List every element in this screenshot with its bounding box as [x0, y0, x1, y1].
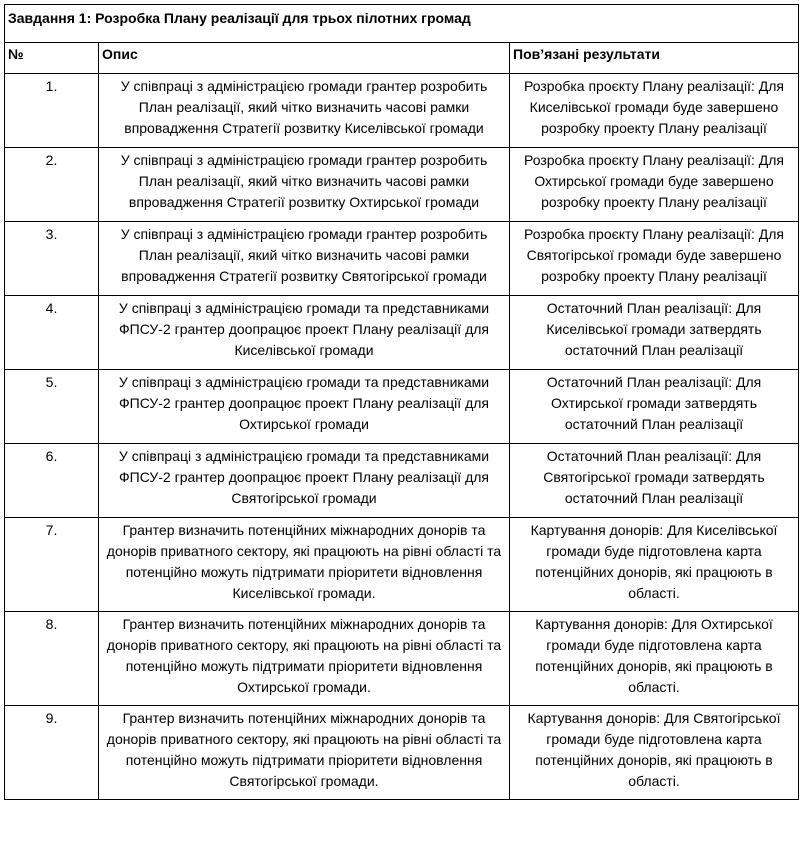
table-row [5, 222, 799, 296]
row-number: 2. [5, 148, 99, 222]
row-number: 8. [5, 612, 99, 706]
row-number: 7. [5, 518, 99, 612]
row-description: У співпраці з адміністрацією громади грантер розробить План реалізації, який чітко визначить часові рамки впровадження Стратегії розвитку Киселівської громади [99, 74, 510, 148]
row-description: У співпраці з адміністрацією громади та представниками ФПСУ-2 грантер доопрацює проект Плану реалізації для Охтирської громади [99, 370, 510, 444]
row-description: Грантер визначить потенційних міжнародних донорів та донорів приватного сектору, які працюють на рівні області та потенційно можуть підтримати пріоритети відновлення Охтирської громади. [99, 612, 510, 706]
table-row [5, 296, 799, 370]
row-results: Розробка проєкту Плану реалізації: Для Киселівської громади буде завершено розробку проекту Плану реалізації [510, 74, 799, 148]
table-row [5, 612, 799, 706]
row-number: 9. [5, 706, 99, 800]
table-row [5, 706, 799, 800]
task-table [4, 4, 799, 800]
header-row [5, 43, 799, 74]
row-results: Картування донорів: Для Киселівської громади буде підготовлена карта потенційних донорів, які працюють в області. [510, 518, 799, 612]
task-title: Завдання 1: Розробка Плану реалізації для трьох пілотних громад [5, 5, 799, 43]
column-header-results: Пов’язані результати [510, 43, 799, 74]
row-results: Картування донорів: Для Охтирської громади буде підготовлена карта потенційних донорів, які працюють в області. [510, 612, 799, 706]
row-description: У співпраці з адміністрацією громади грантер розробить План реалізації, який чітко визначить часові рамки впровадження Стратегії розвитку Охтирської громади [99, 148, 510, 222]
table-row [5, 74, 799, 148]
row-results: Остаточний План реалізації: Для Охтирської громади затвердять остаточний План реалізації [510, 370, 799, 444]
row-number: 4. [5, 296, 99, 370]
column-header-description: Опис [99, 43, 510, 74]
row-number: 1. [5, 74, 99, 148]
row-results: Остаточний План реалізації: Для Святогірської громади затвердять остаточний План реалізації [510, 444, 799, 518]
row-results: Картування донорів: Для Святогірської громади буде підготовлена карта потенційних донорів, які працюють в області. [510, 706, 799, 800]
table-row [5, 370, 799, 444]
row-description: Грантер визначить потенційних міжнародних донорів та донорів приватного сектору, які працюють на рівні області та потенційно можуть підтримати пріоритети відновлення Святогірської громади. [99, 706, 510, 800]
row-number: 5. [5, 370, 99, 444]
table-row [5, 444, 799, 518]
row-description: Грантер визначить потенційних міжнародних донорів та донорів приватного сектору, які працюють на рівні області та потенційно можуть підтримати пріоритети відновлення Киселівської громади. [99, 518, 510, 612]
row-number: 3. [5, 222, 99, 296]
row-description: У співпраці з адміністрацією громади грантер розробить План реалізації, який чітко визначить часові рамки впровадження Стратегії розвитку Святогірської громади [99, 222, 510, 296]
table-row [5, 518, 799, 612]
row-results: Розробка проєкту Плану реалізації: Для Охтирської громади буде завершено розробку проекту Плану реалізації [510, 148, 799, 222]
row-results: Розробка проєкту Плану реалізації: Для Святогірської громади буде завершено розробку проекту Плану реалізації [510, 222, 799, 296]
row-results: Остаточний План реалізації: Для Киселівської громади затвердять остаточний План реалізації [510, 296, 799, 370]
column-header-number: № [5, 43, 99, 74]
row-description: У співпраці з адміністрацією громади та представниками ФПСУ-2 грантер доопрацює проект Плану реалізації для Киселівської громади [99, 296, 510, 370]
row-description: У співпраці з адміністрацією громади та представниками ФПСУ-2 грантер доопрацює проект Плану реалізації для Святогірської громади [99, 444, 510, 518]
title-row [5, 5, 799, 43]
table-row [5, 148, 799, 222]
row-number: 6. [5, 444, 99, 518]
